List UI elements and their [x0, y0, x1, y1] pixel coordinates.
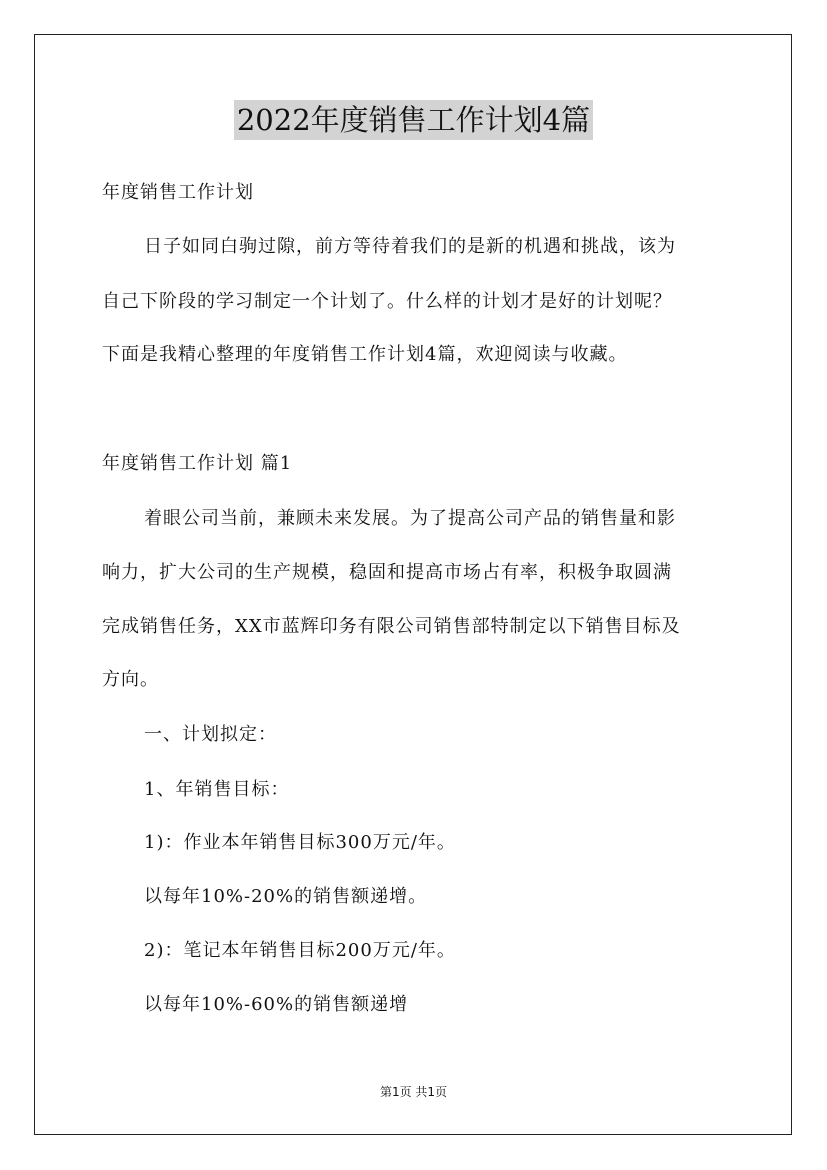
plan-item: 2)：笔记本年销售目标200万元/年。 — [144, 940, 456, 961]
intro-line: 下面是我精心整理的年度销售工作计划4篇，欢迎阅读与收藏。 — [102, 344, 628, 365]
page-footer: 第1页 共1页 — [379, 1085, 448, 1099]
title-container — [0, 100, 827, 140]
section-line: 完成销售任务，XX市蓝辉印务有限公司销售部特制定以下销售目标及 — [102, 616, 681, 637]
plan-item: 以每年10%-20%的销售额递增。 — [144, 886, 428, 907]
section-line: 着眼公司当前，兼顾未来发展。为了提高公司产品的销售量和影 — [144, 508, 676, 529]
document-title: 2022年度销售工作计划4篇 — [234, 100, 593, 140]
intro-heading: 年度销售工作计划 — [102, 182, 254, 203]
section-line: 响力，扩大公司的生产规模，稳固和提高市场占有率，积极争取圆满 — [102, 562, 672, 583]
intro-line: 日子如同白驹过隙，前方等待着我们的是新的机遇和挑战，该为 — [144, 236, 676, 257]
plan-item: 以每年10%-60%的销售额递增 — [144, 994, 409, 1015]
plan-item: 1)：作业本年销售目标300万元/年。 — [144, 832, 456, 853]
plan-item: 一、计划拟定： — [144, 724, 277, 745]
section-line: 方向。 — [102, 669, 159, 690]
intro-line: 自己下阶段的学习制定一个计划了。什么样的计划才是好的计划呢？ — [102, 291, 672, 312]
plan-item: 1、年销售目标： — [144, 779, 290, 800]
section-heading: 年度销售工作计划 篇1 — [102, 453, 293, 474]
